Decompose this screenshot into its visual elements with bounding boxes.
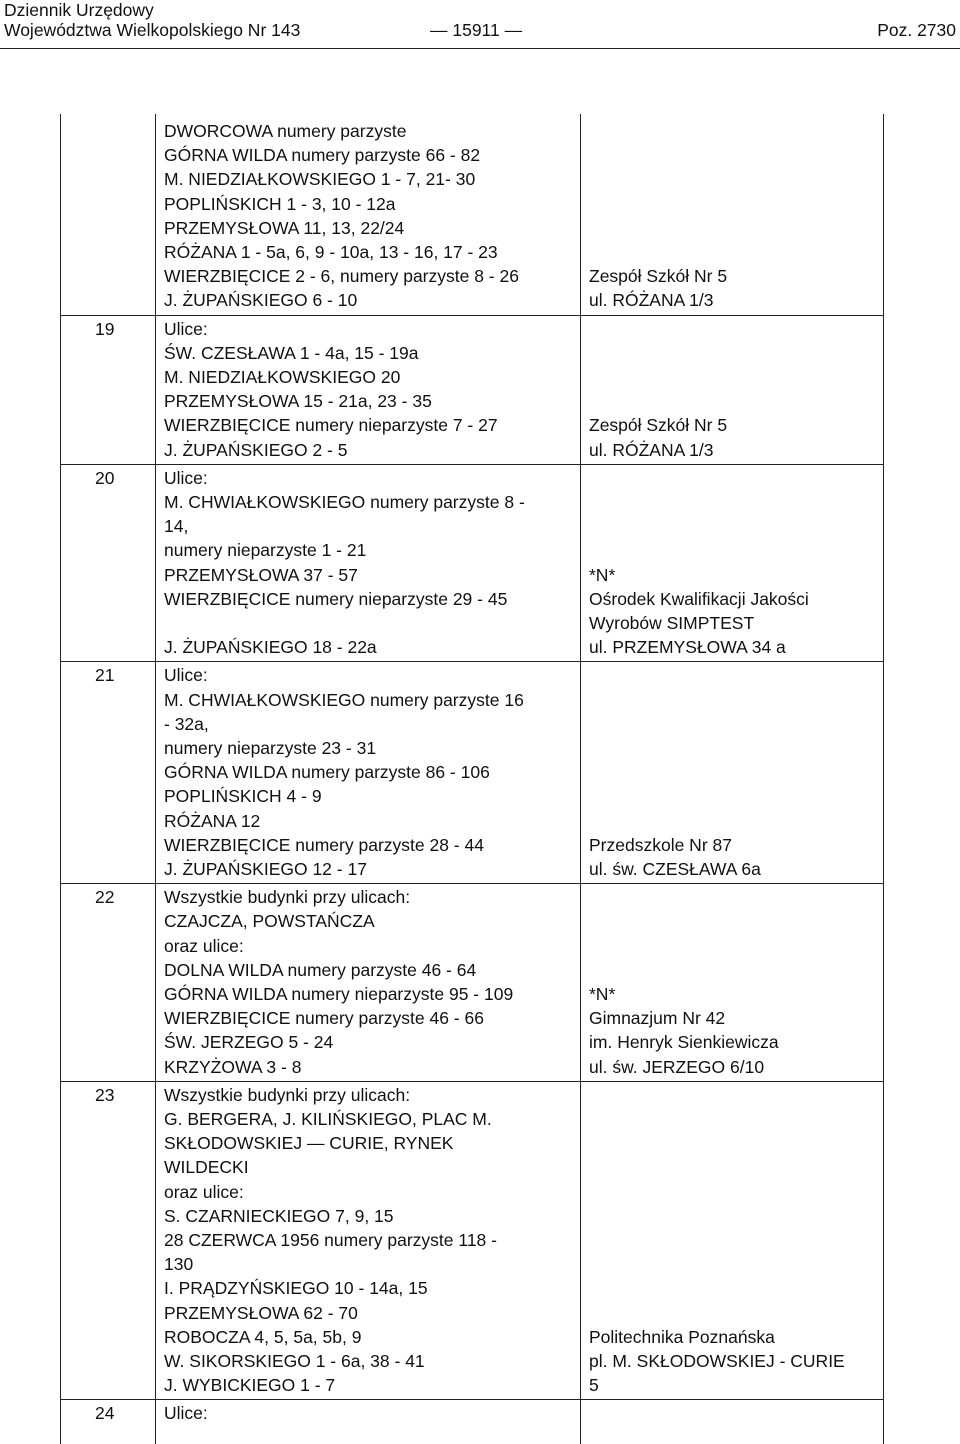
page-number: — 15911 — — [430, 20, 523, 40]
street-line: Ulice: — [164, 318, 208, 339]
street-line: G. BERGERA, J. KILIŃSKIEGO, PLAC M. — [164, 1109, 492, 1129]
street-line: M. CHWIAŁKOWSKIEGO numery parzyste 16 — [164, 689, 524, 710]
station-line: Ośrodek Kwalifikacji Jakości — [589, 588, 809, 609]
street-line: CZAJCZA, POWSTAŃCZA — [164, 911, 375, 932]
district-number: 19 — [95, 318, 115, 339]
street-line: PRZEMYSŁOWA 15 - 21a, 23 - 35 — [164, 391, 432, 412]
street-line: DOLNA WILDA numery parzyste 46 - 64 — [164, 959, 477, 980]
station-line: Zespół Szkół Nr 5 — [589, 415, 728, 436]
street-line: numery nieparzyste 23 - 31 — [164, 738, 377, 758]
street-line: Ulice: — [164, 665, 208, 686]
street-line: I. PRĄDZYŃSKIEGO 10 - 14a, 15 — [164, 1278, 428, 1299]
station-line: Przedszkole Nr 87 — [589, 834, 732, 855]
street-line: PRZEMYSŁOWA 11, 13, 22/24 — [164, 217, 405, 238]
street-line: POPLIŃSKICH 1 - 3, 10 - 12a — [164, 193, 396, 214]
table-row — [61, 316, 883, 464]
street-line: WIERZBIĘCICE numery nieparzyste 29 - 45 — [164, 588, 508, 609]
street-list — [164, 466, 574, 660]
street-line: ŚW. JERZEGO 5 - 24 — [164, 1032, 334, 1053]
street-line: SKŁODOWSKIEJ — CURIE, RYNEK — [164, 1133, 454, 1154]
street-line: DWORCOWA numery parzyste — [164, 121, 407, 141]
street-line: Ulice: — [164, 1403, 208, 1424]
station-line: *N* — [589, 983, 616, 1004]
street-line: PRZEMYSŁOWA 62 - 70 — [164, 1302, 358, 1323]
station-line: ul. RÓŻANA 1/3 — [589, 290, 714, 311]
polling-station — [589, 1325, 881, 1398]
journal-title: Dziennik Urzędowy — [4, 0, 154, 20]
station-line: ul. św. JERZEGO 6/10 — [589, 1056, 765, 1077]
header-rule — [0, 48, 960, 49]
street-line: J. ŻUPAŃSKIEGO 6 - 10 — [164, 290, 358, 311]
street-list — [164, 1083, 574, 1398]
table-row — [61, 884, 883, 1081]
station-line: pl. M. SKŁODOWSKIEJ - CURIE — [589, 1351, 845, 1371]
district-number: 21 — [95, 665, 115, 686]
station-line: Gimnazjum Nr 42 — [589, 1008, 726, 1029]
street-list — [164, 119, 574, 313]
street-line: numery nieparzyste 1 - 21 — [164, 540, 367, 561]
street-line: M. NIEDZIAŁKOWSKIEGO 20 — [164, 367, 401, 387]
street-line: KRZYŻOWA 3 - 8 — [164, 1056, 302, 1077]
street-line: GÓRNA WILDA numery nieparzyste 95 - 109 — [164, 984, 514, 1004]
street-line: GÓRNA WILDA numery parzyste 66 - 82 — [164, 145, 481, 166]
street-line: WIERZBIĘCICE numery nieparzyste 7 - 27 — [164, 415, 498, 436]
street-line: WIERZBIĘCICE numery parzyste 46 - 66 — [164, 1008, 484, 1029]
street-line: oraz ulice: — [164, 935, 244, 956]
station-line: Zespół Szkół Nr 5 — [589, 266, 728, 287]
polling-station — [589, 563, 881, 660]
street-line: J. ŻUPAŃSKIEGO 2 - 5 — [164, 439, 348, 460]
street-line: J. ŻUPAŃSKIEGO 12 - 17 — [164, 859, 367, 880]
street-line: 130 — [164, 1254, 194, 1275]
street-line: WIERZBIĘCICE 2 - 6, numery parzyste 8 - 26 — [164, 266, 519, 287]
street-line: POPLIŃSKICH 4 - 9 — [164, 786, 322, 807]
street-line: RÓŻANA 12 — [164, 810, 261, 831]
street-line: S. CZARNIECKIEGO 7, 9, 15 — [164, 1205, 394, 1226]
street-list — [164, 663, 574, 881]
table-row — [61, 662, 883, 883]
street-line: 14, — [164, 516, 189, 537]
polling-station — [589, 833, 881, 881]
polling-station — [589, 264, 881, 312]
street-list — [164, 885, 574, 1079]
district-number: 22 — [95, 887, 115, 908]
street-line: M. CHWIAŁKOWSKIEGO numery parzyste 8 - — [164, 492, 525, 512]
street-line: GÓRNA WILDA numery parzyste 86 - 106 — [164, 762, 490, 783]
street-list — [164, 317, 574, 462]
street-line: J. ŻUPAŃSKIEGO 18 - 22a — [164, 637, 377, 658]
polling-station — [589, 413, 881, 461]
street-line: ŚW. CZESŁAWA 1 - 4a, 15 - 19a — [164, 342, 419, 363]
street-line: Wszystkie budynki przy ulicach: — [164, 887, 411, 908]
street-list — [164, 1401, 574, 1425]
street-line: oraz ulice: — [164, 1181, 244, 1202]
district-number: 24 — [95, 1403, 115, 1424]
table-row — [61, 1082, 883, 1400]
station-line: ul. św. CZESŁAWA 6a — [589, 858, 761, 879]
table-row — [61, 1400, 883, 1427]
table-row — [61, 114, 883, 315]
street-line: PRZEMYSŁOWA 37 - 57 — [164, 564, 358, 585]
street-line: W. SIKORSKIEGO 1 - 6a, 38 - 41 — [164, 1351, 425, 1372]
station-line: 5 — [589, 1375, 599, 1396]
district-number: 20 — [95, 467, 115, 488]
district-table — [60, 114, 884, 1444]
street-line: WILDECKI — [164, 1157, 249, 1178]
district-number: 23 — [95, 1084, 115, 1105]
document-header — [4, 0, 956, 44]
position-number: Poz. 2730 — [877, 20, 956, 40]
station-line: ul. RÓŻANA 1/3 — [589, 439, 714, 460]
street-line: Ulice: — [164, 467, 208, 488]
street-line: RÓŻANA 1 - 5a, 6, 9 - 10a, 13 - 16, 17 - 23 — [164, 242, 498, 263]
station-line: im. Henryk Sienkiewicza — [589, 1032, 779, 1053]
street-line: M. NIEDZIAŁKOWSKIEGO 1 - 7, 21- 30 — [164, 169, 476, 190]
street-line: Wszystkie budynki przy ulicach: — [164, 1084, 411, 1105]
street-line — [164, 611, 574, 635]
table-row — [61, 465, 883, 662]
journal-subtitle: Województwa Wielkopolskiego Nr 143 — [4, 20, 301, 40]
station-line: Wyrobów SIMPTEST — [589, 613, 755, 633]
polling-station — [589, 982, 881, 1079]
station-line: ul. PRZEMYSŁOWA 34 a — [589, 637, 786, 658]
street-line: - 32a, — [164, 713, 209, 734]
station-line: Politechnika Poznańska — [589, 1326, 775, 1347]
street-line: ROBOCZA 4, 5, 5a, 5b, 9 — [164, 1326, 362, 1347]
street-line: J. WYBICKIEGO 1 - 7 — [164, 1375, 336, 1396]
street-line: WIERZBIĘCICE numery parzyste 28 - 44 — [164, 834, 484, 855]
street-line: 28 CZERWCA 1956 numery parzyste 118 - — [164, 1230, 497, 1251]
station-line: *N* — [589, 564, 616, 585]
